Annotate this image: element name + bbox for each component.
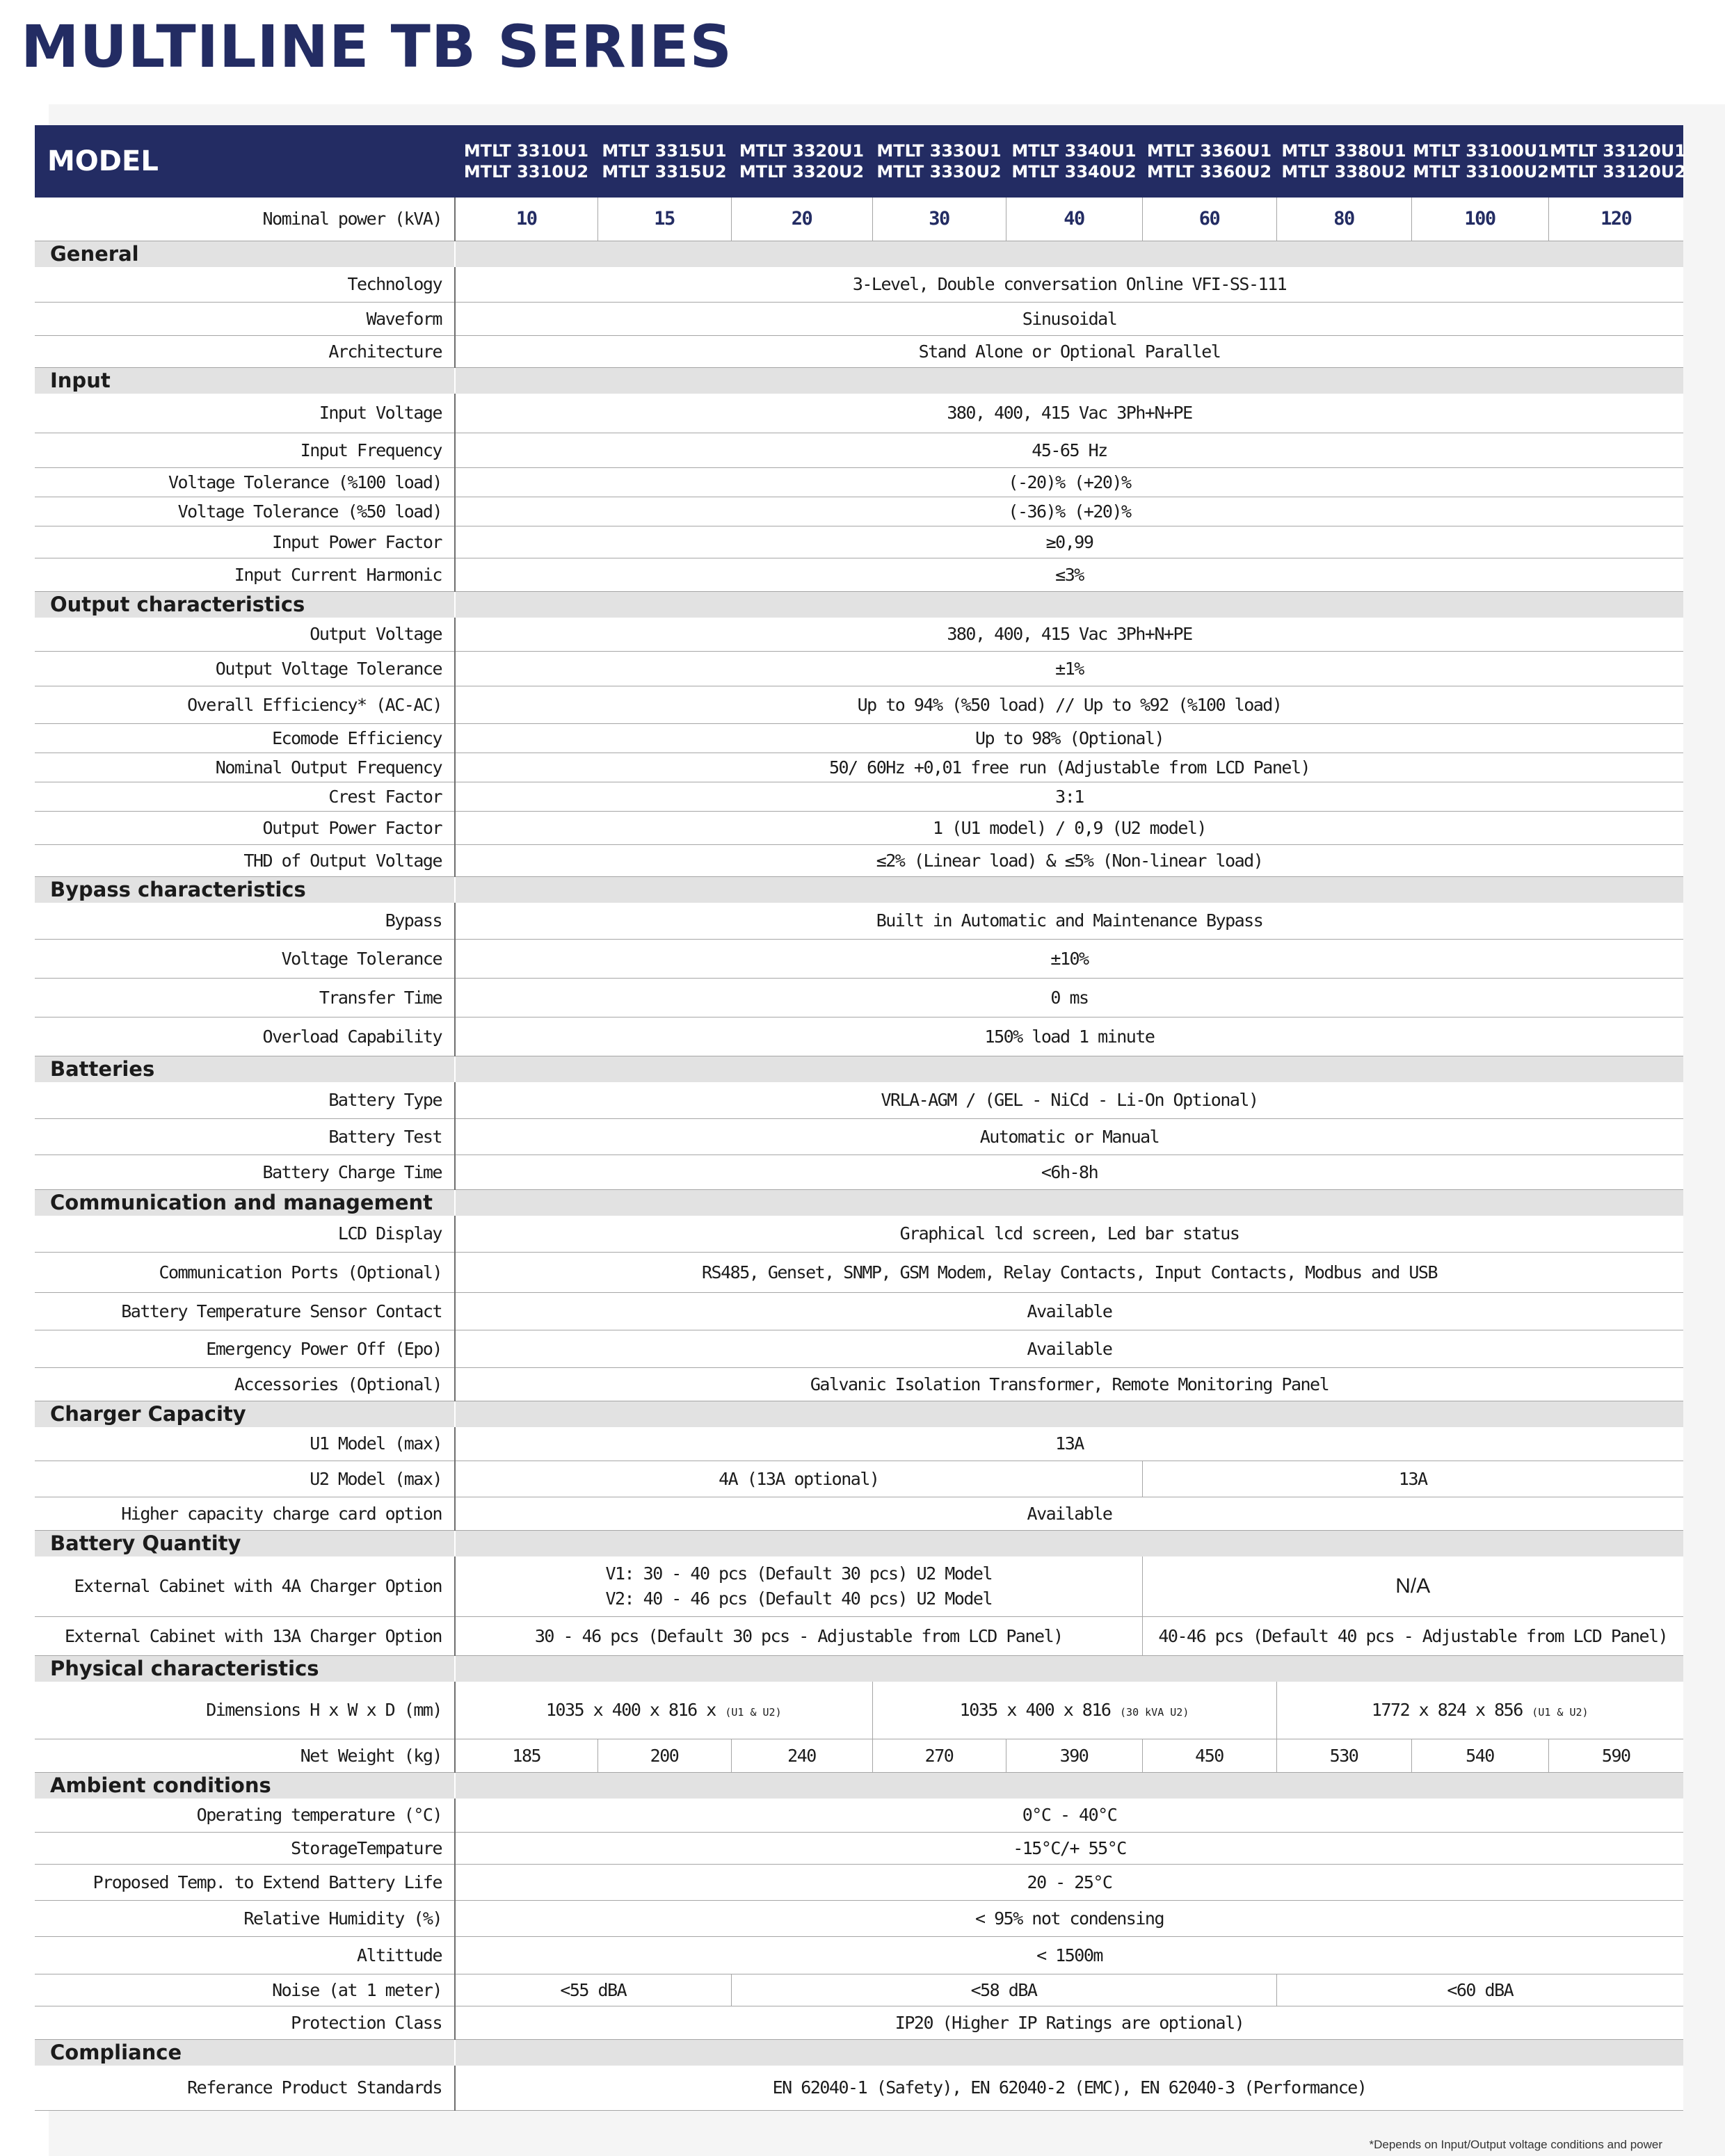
spec-row — [35, 939, 1683, 978]
section-title: Charger Capacity — [35, 1401, 455, 1427]
row-value: V1: 30 - 40 pcs (Default 30 pcs) U2 Model V2: 40 - 46 pcs (Default 40 pcs) U2 Model — [455, 1556, 1142, 1616]
spec-row — [35, 1216, 1683, 1252]
row-label: Communication Ports (Optional) — [35, 1252, 455, 1292]
row-value: 4A (13A optional) — [455, 1461, 1142, 1497]
power-value: 120 — [1548, 198, 1683, 241]
model-header: MTLT 3360U1 MTLT 3360U2 — [1146, 141, 1272, 182]
footnote: *Depends on Input/Output voltage conditions and power — [1369, 2138, 1662, 2151]
row-value: 1 (U1 model) / 0,9 (U2 model) — [455, 811, 1683, 844]
section-title: Communication and management — [35, 1189, 455, 1216]
section-input — [35, 367, 1683, 394]
spec-row — [35, 1974, 1683, 2006]
weight-value: 590 — [1548, 1739, 1683, 1772]
model-header-label: MODEL — [47, 145, 159, 177]
row-value: 20 - 25°C — [455, 1864, 1683, 1900]
section-title: Input — [35, 367, 455, 394]
power-value: 60 — [1142, 198, 1276, 241]
row-label: Net Weight (kg) — [35, 1739, 455, 1772]
row-label: Input Power Factor — [35, 526, 455, 558]
row-label: Emergency Power Off (Epo) — [35, 1330, 455, 1367]
row-label: U1 Model (max) — [35, 1427, 455, 1461]
power-value: 80 — [1276, 198, 1411, 241]
row-value: 3:1 — [455, 782, 1683, 811]
row-label: Bypass — [35, 903, 455, 939]
spec-row — [35, 1367, 1683, 1401]
weight-value: 540 — [1411, 1739, 1548, 1772]
row-label: Overall Efficiency* (AC-AC) — [35, 686, 455, 723]
spec-row — [35, 433, 1683, 467]
spec-row — [35, 1864, 1683, 1900]
spec-row — [35, 1118, 1683, 1155]
row-value: IP20 (Higher IP Ratings are optional) — [455, 2006, 1683, 2039]
section-battery-quantity — [35, 1530, 1683, 1556]
page-title: MULTILINE TB SERIES — [21, 13, 732, 81]
section-title: Output characteristics — [35, 591, 455, 618]
row-label: Transfer Time — [35, 978, 455, 1017]
row-label: U2 Model (max) — [35, 1461, 455, 1497]
row-label: Input Current Harmonic — [35, 558, 455, 591]
weight-value: 390 — [1006, 1739, 1142, 1772]
row-label: Altittude — [35, 1936, 455, 1974]
spec-row — [35, 267, 1683, 302]
section-bypass — [35, 876, 1683, 903]
row-label: Crest Factor — [35, 782, 455, 811]
spec-row — [35, 844, 1683, 876]
model-header: MTLT 3310U1 MTLT 3310U2 — [463, 141, 589, 182]
section-batteries — [35, 1056, 1683, 1082]
row-label: Relative Humidity (%) — [35, 1900, 455, 1936]
row-label: Protection Class — [35, 2006, 455, 2039]
row-value: 380, 400, 415 Vac 3Ph+N+PE — [455, 394, 1683, 433]
spec-row — [35, 2006, 1683, 2039]
row-value: <55 dBA — [455, 1974, 731, 2006]
row-label: Battery Type — [35, 1082, 455, 1118]
row-value: 40-46 pcs (Default 40 pcs - Adjustable from LCD Panel) — [1142, 1616, 1683, 1655]
spec-row — [35, 811, 1683, 844]
spec-row — [35, 1556, 1683, 1616]
nominal-power-row — [35, 198, 1683, 241]
row-value: 1035 x 400 x 816 (30 kVA U2) — [872, 1682, 1276, 1739]
row-value: (-20)% (+20)% — [455, 467, 1683, 497]
model-header: MTLT 3380U1 MTLT 3380U2 — [1281, 141, 1406, 182]
row-label: Nominal power (kVA) — [35, 198, 455, 241]
section-ambient — [35, 1772, 1683, 1799]
spec-row — [35, 1616, 1683, 1655]
row-label: Technology — [35, 267, 455, 302]
weight-value: 270 — [872, 1739, 1006, 1772]
spec-row — [35, 497, 1683, 526]
row-value: Available — [455, 1330, 1683, 1367]
row-label: Input Voltage — [35, 394, 455, 433]
spec-row — [35, 686, 1683, 723]
row-label: Accessories (Optional) — [35, 1367, 455, 1401]
row-label: Input Frequency — [35, 433, 455, 467]
row-label: Proposed Temp. to Extend Battery Life — [35, 1864, 455, 1900]
spec-row — [35, 335, 1683, 367]
spec-row — [35, 1799, 1683, 1832]
row-value: Galvanic Isolation Transformer, Remote Monitoring Panel — [455, 1367, 1683, 1401]
row-label: Dimensions H x W x D (mm) — [35, 1682, 455, 1739]
weight-value: 185 — [455, 1739, 597, 1772]
spec-row — [35, 1832, 1683, 1864]
row-value: ±1% — [455, 651, 1683, 686]
row-value: Available — [455, 1292, 1683, 1330]
spec-row — [35, 1497, 1683, 1530]
power-value: 30 — [872, 198, 1006, 241]
row-label: External Cabinet with 4A Charger Option — [35, 1556, 455, 1616]
row-value: 1772 x 824 x 856 (U1 & U2) — [1276, 1682, 1683, 1739]
row-value: 13A — [1142, 1461, 1683, 1497]
section-output — [35, 591, 1683, 618]
section-title: Battery Quantity — [35, 1530, 455, 1556]
row-value: 13A — [455, 1427, 1683, 1461]
row-value: 45-65 Hz — [455, 433, 1683, 467]
row-label: Noise (at 1 meter) — [35, 1974, 455, 2006]
spec-row — [35, 1427, 1683, 1461]
row-value: ±10% — [455, 939, 1683, 978]
row-label: StorageTempature — [35, 1832, 455, 1864]
spec-row — [35, 2066, 1683, 2110]
row-label: Output Power Factor — [35, 811, 455, 844]
row-value: 380, 400, 415 Vac 3Ph+N+PE — [455, 618, 1683, 651]
spec-row — [35, 782, 1683, 811]
spec-table — [35, 125, 1686, 2111]
spec-row — [35, 903, 1683, 939]
row-label: Referance Product Standards — [35, 2066, 455, 2110]
section-physical — [35, 1655, 1683, 1682]
model-header: MTLT 33120U1 MTLT 33120U2 — [1550, 141, 1686, 182]
row-label: Operating temperature (°C) — [35, 1799, 455, 1832]
row-value: (-36)% (+20)% — [455, 497, 1683, 526]
spec-row — [35, 753, 1683, 782]
section-title: Ambient conditions — [35, 1772, 455, 1799]
spec-row — [35, 558, 1683, 591]
spec-row — [35, 1017, 1683, 1056]
section-communication — [35, 1189, 1683, 1216]
spec-row — [35, 302, 1683, 335]
row-value: ≤3% — [455, 558, 1683, 591]
row-label: Higher capacity charge card option — [35, 1497, 455, 1530]
spec-row — [35, 1082, 1683, 1118]
row-value: <6h-8h — [455, 1155, 1683, 1189]
row-value: Sinusoidal — [455, 302, 1683, 335]
spec-row — [35, 1155, 1683, 1189]
row-label: Battery Temperature Sensor Contact — [35, 1292, 455, 1330]
weight-value: 200 — [597, 1739, 731, 1772]
row-value: 50/ 60Hz +0,01 free run (Adjustable from LCD Panel) — [455, 753, 1683, 782]
spec-row — [35, 651, 1683, 686]
row-value: Stand Alone or Optional Parallel — [455, 335, 1683, 367]
section-compliance — [35, 2039, 1683, 2066]
model-header: MTLT 3330U1 MTLT 3330U2 — [876, 141, 1002, 182]
row-value: Automatic or Manual — [455, 1118, 1683, 1155]
row-label: Battery Charge Time — [35, 1155, 455, 1189]
section-title: Physical characteristics — [35, 1655, 455, 1682]
row-label: Architecture — [35, 335, 455, 367]
row-label: Output Voltage Tolerance — [35, 651, 455, 686]
row-label: LCD Display — [35, 1216, 455, 1252]
spec-row — [35, 1900, 1683, 1936]
row-value: EN 62040-1 (Safety), EN 62040-2 (EMC), EN 62040-3 (Performance) — [455, 2066, 1683, 2110]
model-header: MTLT 3320U1 MTLT 3320U2 — [739, 141, 865, 182]
row-value: <60 dBA — [1276, 1974, 1683, 2006]
row-value: 0 ms — [455, 978, 1683, 1017]
power-value: 10 — [455, 198, 597, 241]
row-label: Voltage Tolerance (%50 load) — [35, 497, 455, 526]
row-value: Up to 94% (%50 load) // Up to %92 (%100 load) — [455, 686, 1683, 723]
model-header-row — [35, 125, 1683, 198]
row-label: Voltage Tolerance — [35, 939, 455, 978]
spec-row — [35, 1682, 1683, 1739]
power-value: 100 — [1411, 198, 1548, 241]
section-title: Batteries — [35, 1056, 455, 1082]
row-value: 30 - 46 pcs (Default 30 pcs - Adjustable from LCD Panel) — [455, 1616, 1142, 1655]
row-value: N/A — [1142, 1556, 1683, 1616]
row-value: 150% load 1 minute — [455, 1017, 1683, 1056]
row-value: ≤2% (Linear load) & ≤5% (Non-linear load) — [455, 844, 1683, 876]
row-value: ≥0,99 — [455, 526, 1683, 558]
spec-row — [35, 467, 1683, 497]
weight-value: 530 — [1276, 1739, 1411, 1772]
power-value: 20 — [731, 198, 872, 241]
spec-row — [35, 1461, 1683, 1497]
spec-row — [35, 1739, 1683, 1772]
section-charger — [35, 1401, 1683, 1427]
row-label: THD of Output Voltage — [35, 844, 455, 876]
row-value: 1035 x 400 x 816 x (U1 & U2) — [455, 1682, 872, 1739]
row-value: Built in Automatic and Maintenance Bypass — [455, 903, 1683, 939]
spec-row — [35, 618, 1683, 651]
row-value: Graphical lcd screen, Led bar status — [455, 1216, 1683, 1252]
spec-row — [35, 1252, 1683, 1292]
model-header: MTLT 3340U1 MTLT 3340U2 — [1011, 141, 1137, 182]
row-label: Ecomode Efficiency — [35, 723, 455, 753]
row-value: < 1500m — [455, 1936, 1683, 1974]
row-label: Overload Capability — [35, 1017, 455, 1056]
section-title: General — [35, 241, 455, 267]
section-general — [35, 241, 1683, 267]
spec-row — [35, 394, 1683, 433]
row-value: VRLA-AGM / (GEL - NiCd - Li-On Optional) — [455, 1082, 1683, 1118]
row-value: RS485, Genset, SNMP, GSM Modem, Relay Contacts, Input Contacts, Modbus and USB — [455, 1252, 1683, 1292]
spec-row — [35, 1936, 1683, 1974]
spec-row — [35, 526, 1683, 558]
row-label: Battery Test — [35, 1118, 455, 1155]
power-value: 15 — [597, 198, 731, 241]
row-label: Nominal Output Frequency — [35, 753, 455, 782]
row-value: 3-Level, Double conversation Online VFI-SS-111 — [455, 267, 1683, 302]
spec-row — [35, 978, 1683, 1017]
spec-row — [35, 723, 1683, 753]
power-value: 40 — [1006, 198, 1142, 241]
row-value: <58 dBA — [731, 1974, 1276, 2006]
row-label: Voltage Tolerance (%100 load) — [35, 467, 455, 497]
row-value: < 95% not condensing — [455, 1900, 1683, 1936]
row-label: Output Voltage — [35, 618, 455, 651]
model-header: MTLT 3315U1 MTLT 3315U2 — [602, 141, 727, 182]
row-label: External Cabinet with 13A Charger Option — [35, 1616, 455, 1655]
weight-value: 450 — [1142, 1739, 1276, 1772]
spec-row — [35, 1330, 1683, 1367]
section-title: Bypass characteristics — [35, 876, 455, 903]
row-value: 0°C - 40°C — [455, 1799, 1683, 1832]
section-title: Compliance — [35, 2039, 455, 2066]
row-value: -15°C/+ 55°C — [455, 1832, 1683, 1864]
model-header: MTLT 33100U1 MTLT 33100U2 — [1413, 141, 1549, 182]
spec-row — [35, 1292, 1683, 1330]
row-value: Available — [455, 1497, 1683, 1530]
row-label: Waveform — [35, 302, 455, 335]
row-value: Up to 98% (Optional) — [455, 723, 1683, 753]
weight-value: 240 — [731, 1739, 872, 1772]
